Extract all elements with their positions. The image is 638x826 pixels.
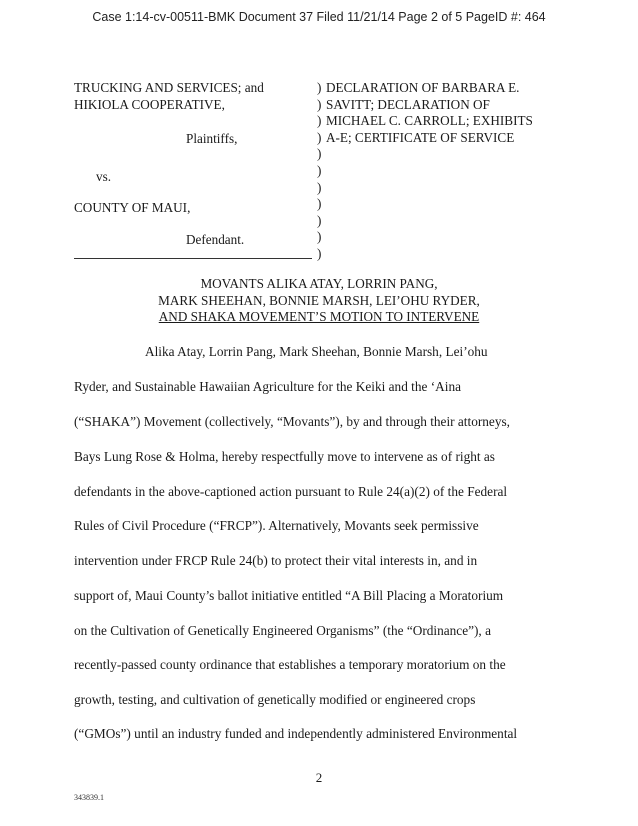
page-number: 2: [315, 770, 323, 785]
paren: ): [317, 229, 322, 245]
doc-title-line: A-E; CERTIFICATE OF SERVICE: [326, 129, 515, 145]
defendant-label: Defendant.: [186, 232, 245, 247]
title-line: MOVANTS ALIKA ATAY, LORRIN PANG,: [200, 276, 438, 291]
party-line: TRUCKING AND SERVICES; and: [74, 80, 264, 95]
paren: ): [317, 196, 322, 212]
doc-title-line: MICHAEL C. CARROLL; EXHIBITS: [326, 113, 533, 129]
paren: ): [317, 212, 322, 228]
body-line: support of, Maui County’s ballot initiative entitled “A Bill Placing a Moratorium: [74, 588, 504, 603]
paren: ): [317, 113, 322, 129]
caption-rule: [74, 258, 312, 259]
body-line: growth, testing, and cultivation of genetically modified or engineered crops: [74, 692, 476, 707]
versus-label: vs.: [96, 169, 112, 184]
body-line: Alika Atay, Lorrin Pang, Mark Sheehan, Bonnie Marsh, Lei’ohu: [145, 344, 488, 359]
defendant-name: COUNTY OF MAUI,: [74, 200, 191, 215]
doc-title-line: DECLARATION OF BARBARA E.: [326, 80, 520, 95]
party-line: HIKIOLA COOPERATIVE,: [74, 96, 225, 112]
paren: ): [317, 146, 322, 162]
caption-parties: [74, 80, 314, 113]
body-line: recently-passed county ordinance that establishes a temporary moratorium on the: [74, 657, 506, 672]
doc-title-line: SAVITT; DECLARATION OF: [326, 96, 490, 112]
case-header: Case 1:14-cv-00511-BMK Document 37 Filed 11/21/14 Page 2 of 5 PageID #: 464: [92, 10, 546, 24]
body-line: (“GMOs”) until an industry funded and independently administered Environmental: [74, 726, 518, 741]
body-line: (“SHAKA”) Movement (collectively, “Movants”), by and through their attorneys,: [74, 414, 510, 429]
paren: ): [317, 129, 322, 145]
body-line: Ryder, and Sustainable Hawaiian Agriculture for the Keiki and the ‘Aina: [74, 379, 462, 394]
body-line: defendants in the above-captioned action pursuant to Rule 24(a)(2) of the Federal: [74, 484, 508, 499]
document-id: 343839.1: [74, 793, 104, 802]
case-caption: [74, 80, 574, 270]
body-line: Rules of Civil Procedure (“FRCP”). Alternatively, Movants seek permissive: [74, 518, 479, 533]
paren: ): [317, 179, 322, 195]
caption-document-title: [326, 80, 566, 146]
title-line: AND SHAKA MOVEMENT’S MOTION TO INTERVENE: [158, 309, 480, 324]
body-line: on the Cultivation of Genetically Engineered Organisms” (the “Ordinance”), a: [74, 623, 491, 638]
paren: ): [317, 162, 322, 178]
body-line: Bays Lung Rose & Holma, hereby respectfully move to intervene as of right as: [74, 449, 495, 464]
caption-parens: [317, 80, 321, 263]
paren: ): [317, 245, 322, 261]
motion-title: [0, 276, 638, 326]
paren: ): [317, 80, 322, 95]
title-line: MARK SHEEHAN, BONNIE MARSH, LEI’OHU RYDER,: [158, 292, 480, 308]
plaintiffs-label: Plaintiffs,: [186, 131, 238, 146]
paren: ): [317, 96, 322, 112]
body-line: intervention under FRCP Rule 24(b) to protect their vital interests in, and in: [74, 553, 478, 568]
